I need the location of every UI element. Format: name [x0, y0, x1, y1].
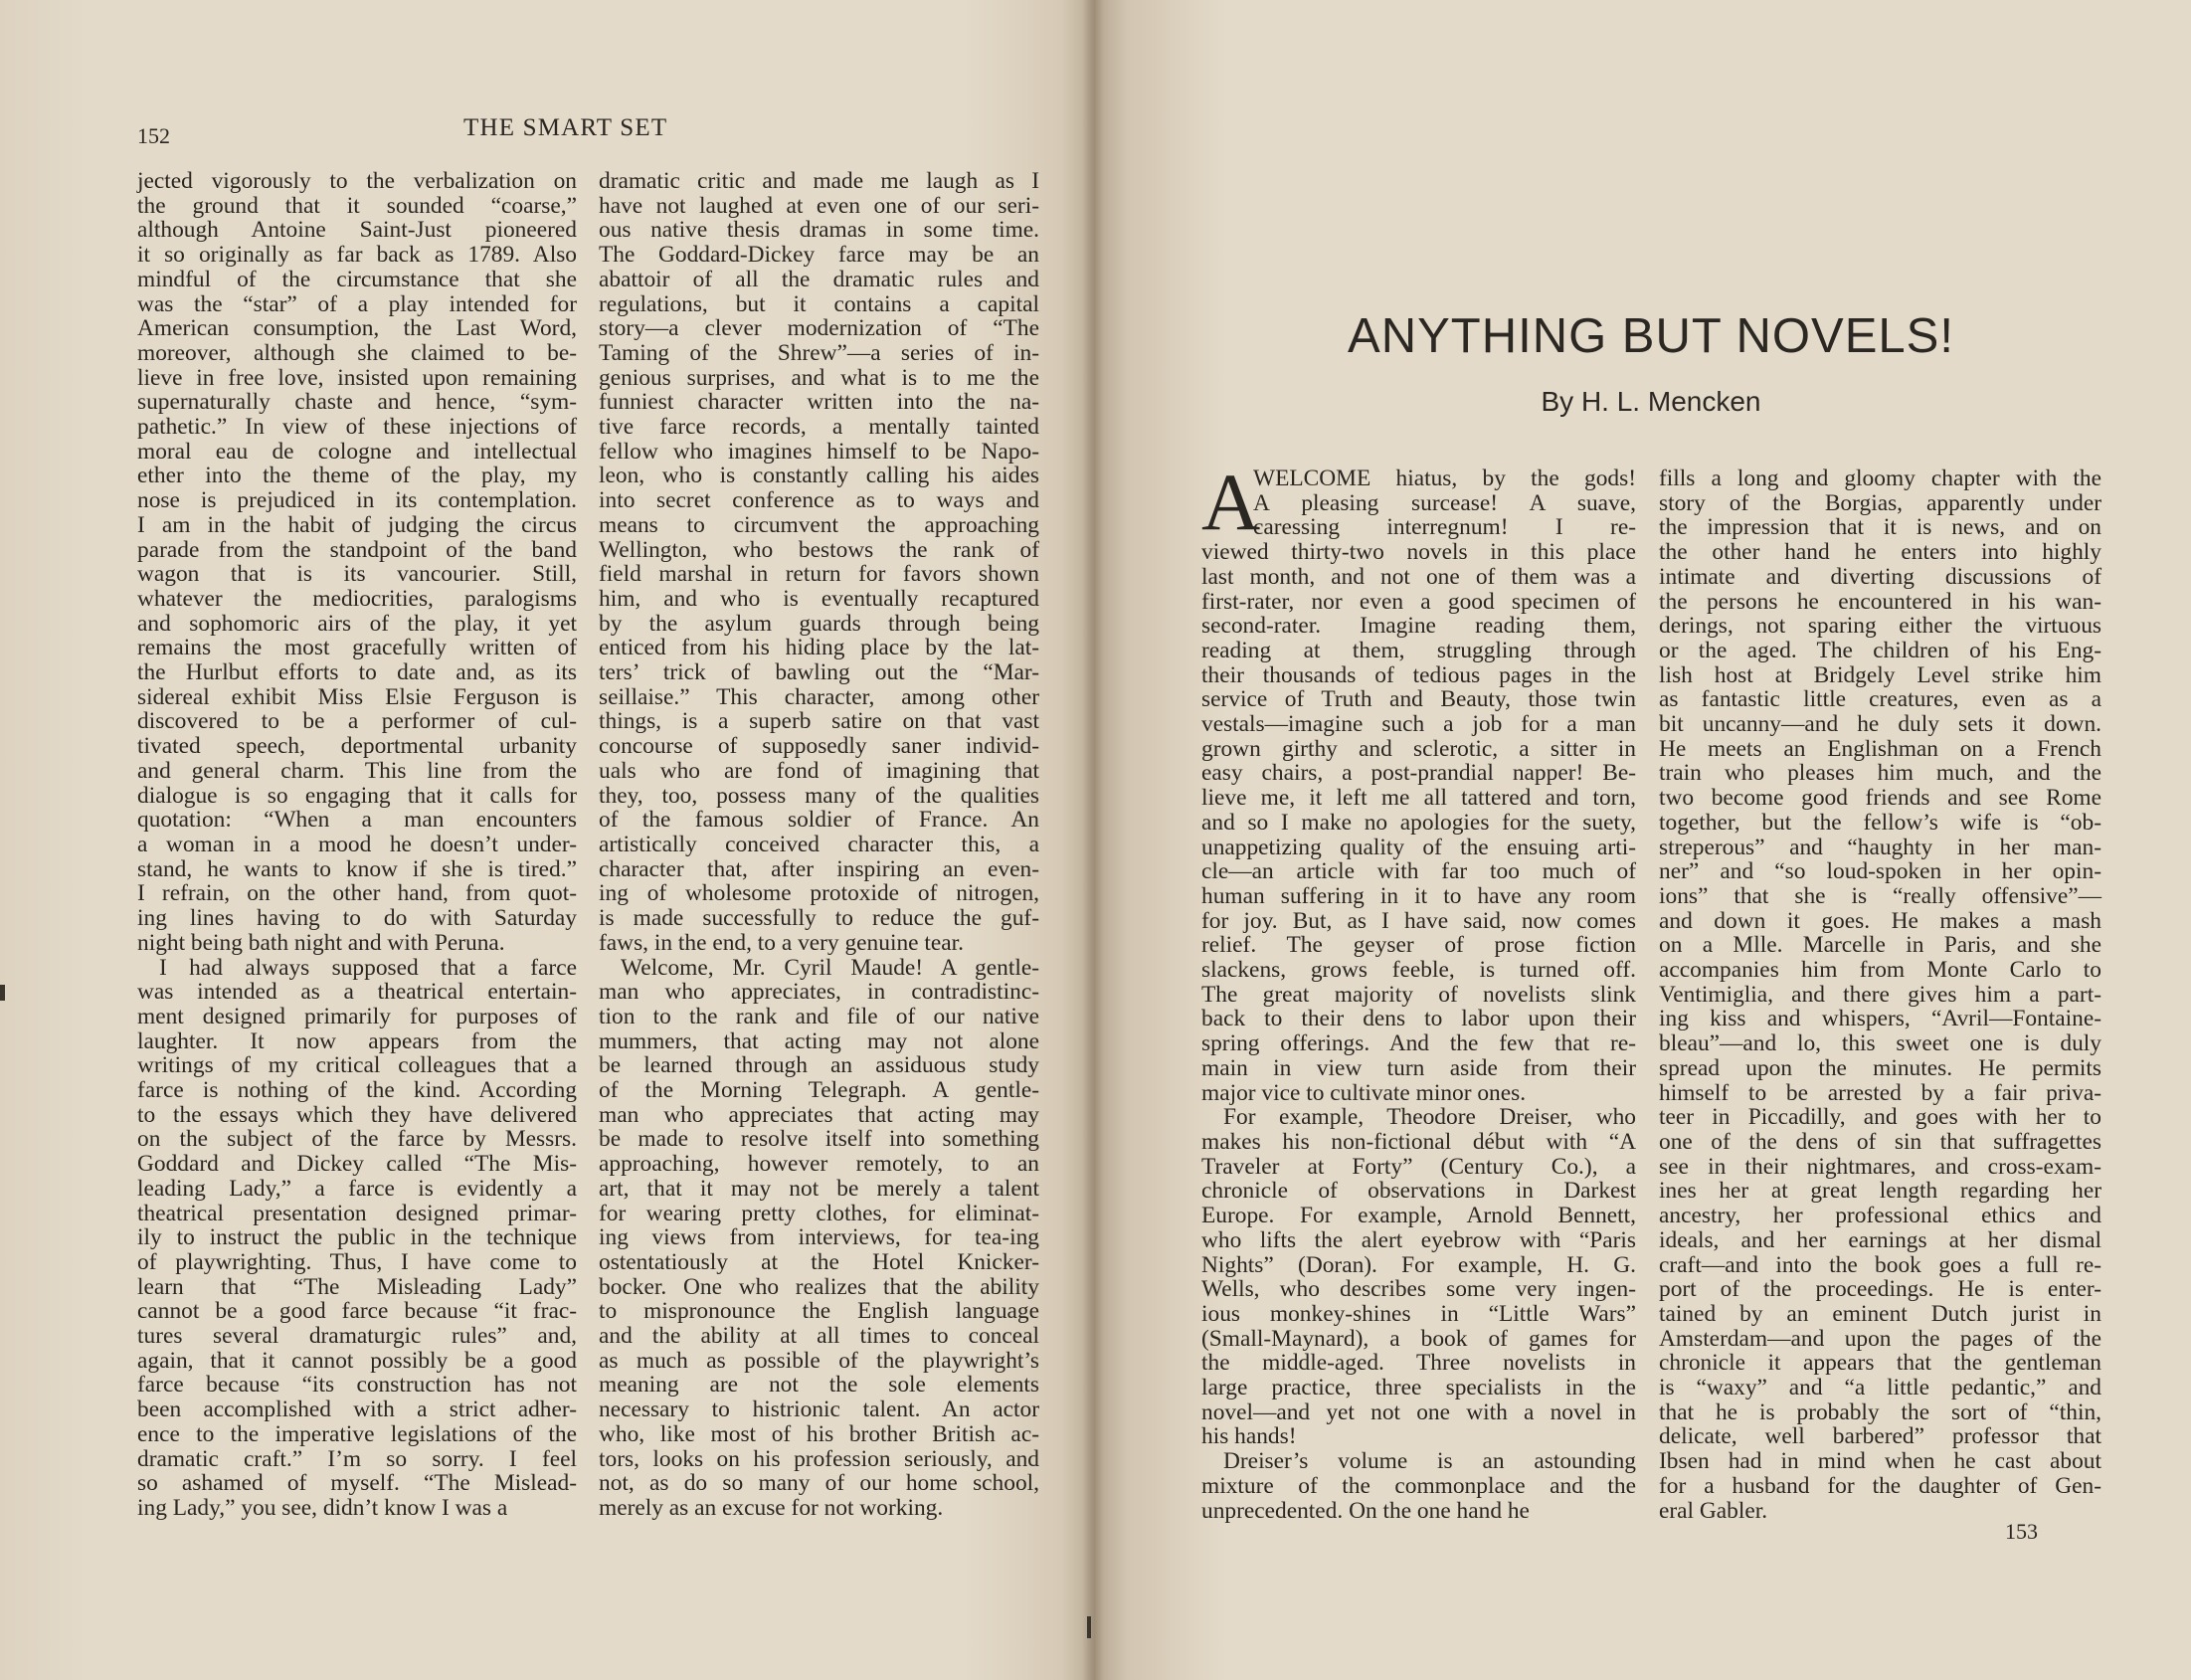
text-line: chronicle of observations in Darkest — [1201, 1178, 1636, 1205]
text-line: is made successfully to reduce the guf- — [599, 905, 1039, 932]
text-line: abattoir of all the dramatic rules and — [599, 266, 1039, 292]
text-line: enticed from his hiding place by the lat- — [599, 635, 1039, 661]
text-line: ing Lady,” you see, didn’t know I was a — [137, 1494, 508, 1521]
text-line: nose is prejudiced in its contemplation. — [137, 487, 577, 514]
text-line: genious surprises, and what is to me the — [599, 364, 1039, 391]
text-line: unprecedented. On the one hand he — [1201, 1497, 1530, 1524]
text-line: The great majority of novelists slink — [1201, 981, 1636, 1008]
text-line: approaching, however remotely, to an — [599, 1151, 1039, 1178]
text-line: mixture of the commonplace and the — [1201, 1472, 1636, 1499]
right-column-1 — [1201, 457, 1636, 1524]
text-line: been accomplished with a strict adher- — [137, 1397, 577, 1423]
text-line: on the subject of the farce by Messrs. — [137, 1126, 577, 1153]
text-line: craft—and into the book goes a full re- — [1659, 1251, 2101, 1278]
text-line: cle—an article with far too much of — [1201, 858, 1636, 885]
byline: By H. L. Mencken — [1541, 386, 1761, 417]
text-line: learn that “The Misleading Lady” — [137, 1273, 577, 1300]
text-line: dialogue is so engaging that it calls for — [137, 782, 577, 809]
text-line: ment designed primarily for purposes of — [137, 1003, 577, 1029]
text-line: I am in the habit of judging the circus — [137, 511, 577, 538]
text-line: artistically conceived character this, a — [599, 831, 1039, 857]
text-line: a woman in a mood he doesn’t under- — [137, 831, 577, 857]
left-column-2 — [599, 169, 1039, 1521]
text-line: tures several dramaturgic rules” and, — [137, 1323, 577, 1350]
running-header: THE SMART SET — [463, 114, 668, 141]
text-line: ines her at great length regarding her — [1659, 1178, 2101, 1205]
text-line: story of the Borgias, apparently under — [1659, 489, 2101, 516]
drop-cap: A — [1201, 457, 1261, 547]
text-line: ing kiss and whispers, “Avril—Fontaine- — [1659, 1006, 2101, 1032]
text-line: of playwrighting. Thus, I have come to — [137, 1248, 577, 1275]
left-column-1 — [137, 169, 577, 1521]
article-title: ANYTHING BUT NOVELS! — [1348, 309, 1954, 363]
text-line: A pleasing surcease! A suave, — [1253, 489, 1636, 516]
text-line: so ashamed of myself. “The Mislead- — [137, 1470, 577, 1497]
text-line: funniest character written into the na- — [599, 389, 1039, 416]
text-line: ether into the theme of the play, my — [137, 463, 577, 489]
text-line: and the ability at all times to conceal — [599, 1323, 1039, 1350]
text-line: night being bath night and with Peruna. — [137, 929, 505, 956]
text-line: they, too, possess many of the qualities — [599, 782, 1039, 809]
text-line: lish host at Bridgely Level strike him — [1659, 661, 2101, 688]
text-line: have not laughed at even one of our seri- — [599, 192, 1039, 219]
text-line: and general charm. This line from the — [137, 757, 577, 784]
text-line: lieve me, it left me all tattered and torn, — [1201, 785, 1636, 812]
text-line: Traveler at Forty” (Century Co.), a — [1201, 1153, 1636, 1180]
text-line: ence to the imperative legislations of the — [137, 1420, 577, 1447]
text-line: and so I make no apologies for the suety, — [1201, 809, 1636, 836]
text-line: two become good friends and see Rome — [1659, 785, 2101, 812]
text-line: ancestry, her professional ethics and — [1659, 1203, 2101, 1229]
text-line: ideals, and her earnings at her dismal — [1659, 1226, 2101, 1253]
text-line: American consumption, the Last Word, — [137, 315, 577, 342]
text-line: fellow who imagines himself to be Napo- — [599, 438, 1039, 465]
text-line: be learned through an assiduous study — [599, 1052, 1039, 1079]
text-line: supernaturally chaste and hence, “sym- — [137, 389, 577, 416]
text-line: their thousands of tedious pages in the — [1201, 661, 1636, 688]
book-gutter — [1082, 0, 1104, 1680]
text-line: dramatic critic and made me laugh as I — [599, 168, 1039, 194]
text-line: seillaise.” This character, among other — [599, 683, 1039, 710]
text-line: by the asylum guards through being — [599, 610, 1039, 637]
text-line: art, that it may not be merely a talent — [599, 1175, 1039, 1202]
text-line: intimate and diverting discussions of — [1659, 563, 2101, 590]
text-line: be made to resolve itself into something — [599, 1126, 1039, 1153]
text-line: novel—and yet not one with a novel in — [1201, 1399, 1636, 1425]
text-line: of the Morning Telegraph. A gentle- — [599, 1077, 1039, 1104]
text-line: mummers, that acting may not alone — [599, 1027, 1039, 1054]
text-line: the persons he encountered in his wan- — [1659, 588, 2101, 615]
text-line: Europe. For example, Arnold Bennett, — [1201, 1203, 1636, 1229]
text-line: one of the dens of sin that suffragettes — [1659, 1128, 2101, 1155]
page-number-right: 153 — [2005, 1519, 2038, 1544]
text-line: For example, Theodore Dreiser, who — [1223, 1104, 1636, 1131]
text-line: grown girthy and sclerotic, a sitter in — [1201, 735, 1636, 762]
text-line: ostentatiously at the Hotel Knicker- — [599, 1248, 1039, 1275]
text-line: train who pleases him much, and the — [1659, 760, 2101, 787]
text-line: makes his non-fictional début with “A — [1201, 1128, 1636, 1155]
text-line: relief. The geyser of prose fiction — [1201, 932, 1636, 959]
text-line: cannot be a good farce because “it frac- — [137, 1298, 577, 1325]
text-line: although Antoine Saint-Just pioneered — [137, 217, 577, 244]
text-line: concourse of supposedly saner individ- — [599, 733, 1039, 760]
text-line: reading at them, struggling through — [1201, 637, 1636, 663]
text-line: the middle-aged. Three novelists in — [1201, 1350, 1636, 1377]
text-line: and sophomoric airs of the play, it yet — [137, 610, 577, 637]
text-line: writings of my critical colleagues that a — [137, 1052, 577, 1079]
text-line: as much as possible of the playwright’s — [599, 1347, 1039, 1374]
text-line: large practice, three specialists in the — [1201, 1375, 1636, 1401]
text-line: derings, not sparing either the virtuous — [1659, 613, 2101, 640]
text-line: ous native thesis dramas in some time. — [599, 217, 1039, 244]
text-line: wagon that is its vancourier. Still, — [137, 561, 577, 588]
text-line: ily to instruct the public in the technique — [137, 1224, 577, 1251]
text-line: The Goddard-Dickey farce may be an — [599, 242, 1039, 269]
text-line: parade from the standpoint of the band — [137, 536, 577, 563]
text-line: farce is nothing of the kind. According — [137, 1077, 577, 1104]
text-line: vestals—imagine such a job for a man — [1201, 711, 1636, 738]
text-line: man who appreciates, in contradistinc- — [599, 979, 1039, 1006]
text-line: who, like most of his brother British ac- — [599, 1420, 1039, 1447]
right-column-2 — [1659, 467, 2101, 1523]
text-line: leading Lady,” a farce is evidently a — [137, 1175, 577, 1202]
text-line: tive farce records, a mentally tainted — [599, 414, 1039, 441]
text-line: Welcome, Mr. Cyril Maude! A gentle- — [621, 954, 1039, 981]
text-line: tivated speech, deportmental urbanity — [137, 733, 577, 760]
text-line: of the famous soldier of France. An — [599, 807, 1039, 834]
gutter-mark — [1087, 1616, 1091, 1638]
text-line: spring offerings. And the few that re- — [1201, 1030, 1636, 1057]
text-line: stand, he wants to know if she is tired.” — [137, 855, 577, 882]
left-page — [0, 0, 1094, 1680]
text-line: bocker. One who realizes that the ability — [599, 1273, 1039, 1300]
text-line: ing of wholesome protoxide of nitrogen, — [599, 880, 1039, 907]
text-line: (Small-Maynard), a book of games for — [1201, 1325, 1636, 1352]
text-line: is “waxy” and “a little pedantic,” and — [1659, 1375, 2101, 1401]
text-line: for wearing pretty clothes, for eliminat- — [599, 1200, 1039, 1226]
text-line: who lifts the alert eyebrow with “Paris — [1201, 1226, 1636, 1253]
text-line: into secret conference as to ways and — [599, 487, 1039, 514]
text-line: unappetizing quality of the ensuing arti- — [1201, 834, 1636, 860]
text-line: and down it goes. He makes a mash — [1659, 907, 2101, 934]
text-line: He meets an Englishman on a French — [1659, 735, 2101, 762]
text-line: see in their nightmares, and cross-exam- — [1659, 1153, 2101, 1180]
text-line: together, but the fellow’s wife is “ob- — [1659, 809, 2101, 836]
text-line: means to circumvent the approaching — [599, 511, 1039, 538]
text-line: the ground that it sounded “coarse,” — [137, 192, 577, 219]
text-line: as fantastic little creatures, even as a — [1659, 686, 2101, 713]
text-line: eral Gabler. — [1659, 1497, 1768, 1524]
text-line: the impression that it is news, and on — [1659, 514, 2101, 541]
text-line: caressing interregnum! I re- — [1253, 514, 1636, 541]
text-line: Wellington, who bestows the rank of — [599, 536, 1039, 563]
text-line: slackens, grows feeble, is turned off. — [1201, 957, 1636, 984]
text-line: the Hurlbut efforts to date and, as its — [137, 659, 577, 686]
text-line: accompanies him from Monte Carlo to — [1659, 957, 2101, 984]
text-line: sidereal exhibit Miss Elsie Ferguson is — [137, 683, 577, 710]
text-line: Taming of the Shrew”—a series of in- — [599, 339, 1039, 366]
text-line: ions” that she is “really offensive”— — [1659, 882, 2101, 909]
text-line: jected vigorously to the verbalization on — [137, 168, 577, 194]
text-line: it so originally as far back as 1789. Also — [137, 242, 577, 269]
text-line: man who appreciates that acting may — [599, 1101, 1039, 1128]
text-line: merely as an excuse for not working. — [599, 1494, 944, 1521]
text-line: field marshal in return for favors shown — [599, 561, 1039, 588]
text-line: I had always supposed that a farce — [159, 954, 577, 981]
text-line: moral eau de cologne and intellectual — [137, 438, 577, 465]
text-line: teer in Piccadilly, and goes with her to — [1659, 1104, 2101, 1131]
text-line: uals who are fond of imagining that — [599, 757, 1039, 784]
text-line: that he is probably the sort of “thin, — [1659, 1399, 2101, 1425]
text-line: again, that it cannot possibly be a good — [137, 1347, 577, 1374]
text-line: on a Mlle. Marcelle in Paris, and she — [1659, 932, 2101, 959]
text-line: for a husband for the daughter of Gen- — [1659, 1472, 2101, 1499]
text-line: his hands! — [1201, 1423, 1297, 1450]
page-number-left: 152 — [137, 123, 170, 148]
text-line: spread upon the minutes. He permits — [1659, 1054, 2101, 1081]
text-line: him, and who is eventually recaptured — [599, 585, 1039, 612]
text-line: things, is a superb satire on that vast — [599, 708, 1039, 735]
text-line: Ibsen had in mind when he cast about — [1659, 1448, 2101, 1475]
text-line: remains the most gracefully written of — [137, 635, 577, 661]
text-line: ious monkey-shines in “Little Wars” — [1201, 1300, 1636, 1327]
text-line: to the essays which they have delivered — [137, 1101, 577, 1128]
text-line: mindful of the circumstance that she — [137, 266, 577, 292]
text-line: regulations, but it contains a capital — [599, 290, 1039, 317]
text-line: story—a clever modernization of “The — [599, 315, 1039, 342]
text-line: necessary to histrionic talent. An actor — [599, 1397, 1039, 1423]
text-line: last month, and not one of them was a — [1201, 563, 1636, 590]
text-line: not, as do so many of our home school, — [599, 1470, 1039, 1497]
text-line: was intended as a theatrical entertain- — [137, 979, 577, 1006]
text-line: bleau”—and lo, this sweet one is duly — [1659, 1030, 2101, 1057]
text-line: main in view turn aside from their — [1201, 1054, 1636, 1081]
text-line: theatrical presentation designed primar- — [137, 1200, 577, 1226]
text-line: Amsterdam—and upon the pages of the — [1659, 1325, 2101, 1352]
text-line: whatever the mediocrities, paralogisms — [137, 585, 577, 612]
text-line: tion to the rank and file of our native — [599, 1003, 1039, 1029]
left-edge-mark — [0, 985, 5, 1001]
text-line: tained by an eminent Dutch jurist in — [1659, 1300, 2101, 1327]
text-line: Dreiser’s volume is an astounding — [1223, 1448, 1636, 1475]
text-line: fills a long and gloomy chapter with the — [1659, 466, 2101, 491]
text-line: easy chairs, a post-prandial napper! Be- — [1201, 760, 1636, 787]
text-line: Nights” (Doran). For example, H. G. — [1201, 1251, 1636, 1278]
text-line: ner” and “so loud-spoken in her opin- — [1659, 858, 2101, 885]
text-line: ters’ trick of bawling out the “Mar- — [599, 659, 1039, 686]
text-line: meaning are not the sole elements — [599, 1372, 1039, 1399]
text-line: bit uncanny—and he duly sets it down. — [1659, 711, 2101, 738]
text-line: port of the proceedings. He is enter- — [1659, 1276, 2101, 1303]
text-line: moreover, although she claimed to be- — [137, 339, 577, 366]
text-line: character that, after inspiring an even- — [599, 855, 1039, 882]
text-line: ing views from interviews, for tea-ing — [599, 1224, 1039, 1251]
text-line: human suffering in it to have any room — [1201, 882, 1636, 909]
text-line: Goddard and Dickey called “The Mis- — [137, 1151, 577, 1178]
text-line: was the “star” of a play intended for — [137, 290, 577, 317]
text-line: dramatic craft.” I’m so sorry. I feel — [137, 1445, 577, 1472]
text-line: first-rater, nor even a good specimen of — [1201, 588, 1636, 615]
text-line: to mispronounce the English language — [599, 1298, 1039, 1325]
text-line: Ventimiglia, and there gives him a part- — [1659, 981, 2101, 1008]
text-line: I refrain, on the other hand, from quot- — [137, 880, 577, 907]
text-line: streperous” and “haughty in her man- — [1659, 834, 2101, 860]
text-line: for joy. But, as I have said, now comes — [1201, 907, 1636, 934]
text-line: farce because “its construction has not — [137, 1372, 577, 1399]
text-line: delicate, well barbered” professor that — [1659, 1423, 2101, 1450]
text-line: leon, who is constantly calling his aides — [599, 463, 1039, 489]
text-line: ing lines having to do with Saturday — [137, 905, 577, 932]
right-column-1-text — [1201, 457, 1636, 1524]
text-line: pathetic.” In view of these injections of — [137, 414, 577, 441]
text-line: second-rater. Imagine reading them, — [1201, 613, 1636, 640]
text-line: lieve in free love, insisted upon remaining — [137, 364, 577, 391]
text-line: the other hand he enters into highly — [1659, 539, 2101, 566]
text-line: Wells, who describes some very ingen- — [1201, 1276, 1636, 1303]
text-line: service of Truth and Beauty, those twin — [1201, 686, 1636, 713]
text-line: tors, looks on his profession seriously, and — [599, 1445, 1039, 1472]
text-line: laughter. It now appears from the — [137, 1027, 577, 1054]
text-line: WELCOME hiatus, by the gods! — [1253, 466, 1636, 491]
text-line: faws, in the end, to a very genuine tear. — [599, 929, 964, 956]
text-line: back to their dens to labor upon their — [1201, 1006, 1636, 1032]
text-line: viewed thirty-two novels in this place — [1201, 539, 1636, 566]
text-line: major vice to cultivate minor ones. — [1201, 1079, 1527, 1106]
text-line: himself to be arrested by a fair priva- — [1659, 1079, 2101, 1106]
text-line: chronicle it appears that the gentleman — [1659, 1350, 2101, 1377]
text-line: or the aged. The children of his Eng- — [1659, 637, 2101, 663]
text-line: discovered to be a performer of cul- — [137, 708, 577, 735]
text-line: quotation: “When a man encounters — [137, 807, 577, 834]
